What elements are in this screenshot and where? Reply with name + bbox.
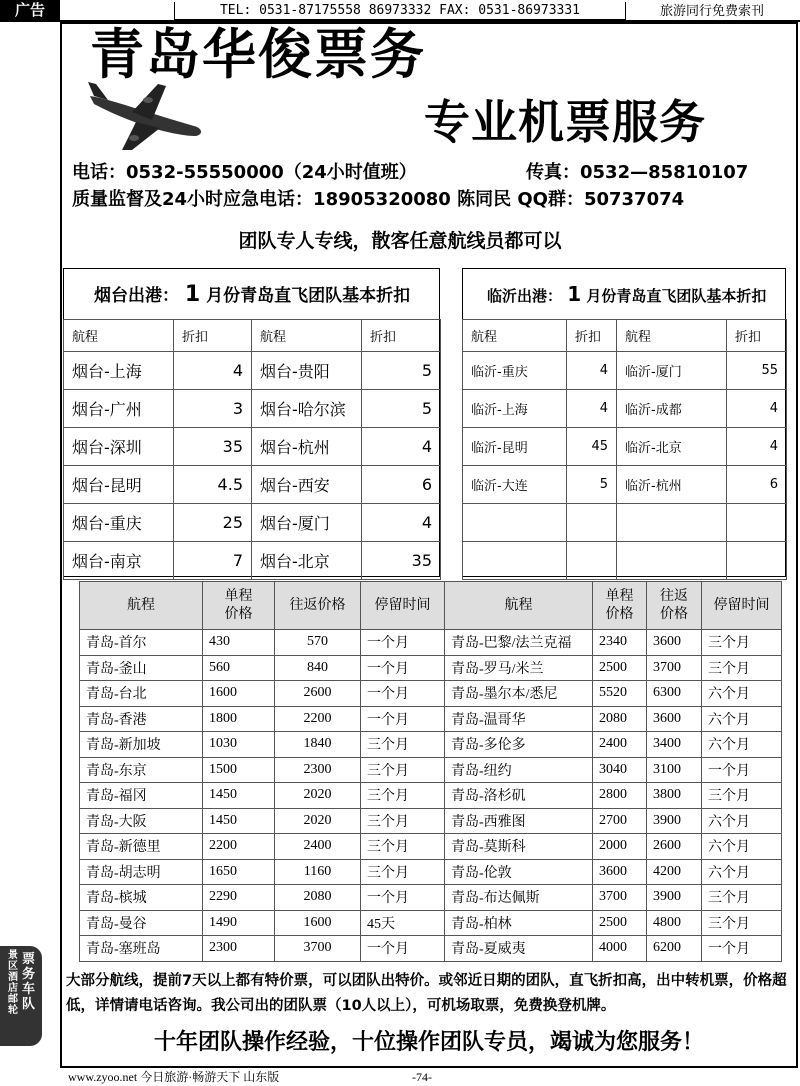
route-cell [463,542,567,580]
roundtrip-price-cell: 3100 [647,757,702,783]
stay-cell: 一个月 [361,885,445,911]
oneway-price-cell: 2800 [593,783,647,809]
linyi-title-suffix: 月份青岛直飞团队基本折扣 [586,287,767,305]
col-discount: 折扣 [362,320,441,352]
route-cell: 青岛-首尔 [80,630,203,656]
stay-cell: 一个月 [361,681,445,707]
col-route-right: 航程 [445,582,593,630]
oneway-price-cell: 1030 [203,732,275,758]
route-cell: 青岛-巴黎/法兰克福 [445,630,593,656]
discount-cell: 4 [362,504,441,542]
oneway-price-cell: 1490 [203,910,275,936]
col-route: 航程 [617,320,727,352]
oneway-price-cell: 5520 [593,681,647,707]
closing-slogan: 十年团队操作经验，十位操作团队专员，竭诚为您服务！ [153,1030,704,1055]
route-cell: 烟台-杭州 [252,428,362,466]
oneway-price-cell: 3600 [593,859,647,885]
oneway-price-cell: 4000 [593,936,647,962]
linyi-title-month: 1 [567,282,582,306]
route-cell: 青岛-胡志明 [80,859,203,885]
slogan: 团队专人专线，散客任意航线员都可以 [238,230,562,252]
roundtrip-price-cell: 570 [275,630,361,656]
table-row [463,542,787,580]
discount-cell: 4 [727,428,787,466]
table-row [80,859,782,885]
stay-cell: 三个月 [702,885,782,911]
fax-line: 传真：0532—85810107 [526,162,749,183]
roundtrip-price-cell: 3700 [647,655,702,681]
route-cell: 临沂-厦门 [617,352,727,390]
route-cell: 青岛-温哥华 [445,706,593,732]
discount-cell: 35 [362,542,441,580]
table-row [463,428,787,466]
roundtrip-price-cell: 2020 [275,783,361,809]
table-row [64,542,441,580]
table-row [80,808,782,834]
table-header-row [463,320,787,352]
col-roundtrip-right-line2: 价格 [660,606,688,622]
route-cell: 烟台-南京 [64,542,174,580]
roundtrip-price-cell: 840 [275,655,361,681]
roundtrip-price-cell: 3800 [647,783,702,809]
table-row [64,428,441,466]
oneway-price-cell: 3700 [593,885,647,911]
route-cell: 烟台-北京 [252,542,362,580]
discount-cell: 5 [362,352,441,390]
stay-cell: 六个月 [702,732,782,758]
table-row [80,706,782,732]
discount-cell: 4 [567,390,617,428]
contact-line: TEL: 0531-87175558 86973332 FAX: 0531-86973331 [174,2,626,20]
route-cell: 青岛-东京 [80,757,203,783]
stay-cell: 三个月 [702,910,782,936]
stay-cell: 一个月 [361,655,445,681]
discount-cell: 5 [362,390,441,428]
table-row [80,630,782,656]
col-route: 航程 [463,320,567,352]
col-oneway-right-line1: 单程 [605,588,634,604]
route-cell: 烟台-昆明 [64,466,174,504]
stay-cell: 三个月 [702,655,782,681]
route-cell: 青岛-新加坡 [80,732,203,758]
linyi-panel-title [487,283,785,307]
route-cell: 青岛-大阪 [80,808,203,834]
stay-cell: 六个月 [702,681,782,707]
stay-cell: 一个月 [361,630,445,656]
route-cell: 青岛-曼谷 [80,910,203,936]
stay-cell: 三个月 [702,783,782,809]
oneway-price-cell: 2290 [203,885,275,911]
discount-cell: 45 [567,428,617,466]
discount-cell: 35 [174,428,252,466]
hotline-line: 质量监督及24小时应急电话：18905320080 陈同民 QQ群：50737074 [72,189,685,210]
route-cell: 青岛-布达佩斯 [445,885,593,911]
international-fare-table [79,581,782,962]
route-cell: 临沂-杭州 [617,466,727,504]
oneway-price-cell: 1800 [203,706,275,732]
route-cell: 青岛-香港 [80,706,203,732]
oneway-price-cell: 2340 [593,630,647,656]
notice-text: 大部分航线，提前7天以上都有特价票，可以团队出特价。或邻近日期的团队，直飞折扣高，出中转机票，价格超低，详情请电话咨询。我公司出的团队票（10人以上），可机场取票，免费换登机牌。 [66,973,787,1014]
route-cell: 青岛-福冈 [80,783,203,809]
stay-cell: 三个月 [361,783,445,809]
col-route: 航程 [64,320,174,352]
table-row [64,504,441,542]
roundtrip-price-cell: 2080 [275,885,361,911]
col-roundtrip: 往返价格 [275,582,361,630]
publication-name: 旅游同行免费索刊 [660,3,765,18]
yantai-title-suffix: 月份青岛直飞团队基本折扣 [206,286,411,306]
stay-cell: 六个月 [702,808,782,834]
route-cell: 临沂-大连 [463,466,567,504]
discount-cell [567,542,617,580]
stay-cell: 一个月 [361,936,445,962]
stay-cell: 一个月 [702,936,782,962]
route-cell: 烟台-重庆 [64,504,174,542]
route-cell: 青岛-台北 [80,681,203,707]
table-row [80,936,782,962]
discount-cell: 25 [174,504,252,542]
discount-cell: 7 [174,542,252,580]
yantai-discount-table [63,319,441,580]
col-oneway-line1: 单程 [224,588,253,604]
oneway-price-cell: 2000 [593,834,647,860]
roundtrip-price-cell: 2020 [275,808,361,834]
phone-text: 电话：0532-55550000（24小时值班） [72,162,417,183]
route-cell [617,542,727,580]
oneway-price-cell: 2400 [593,732,647,758]
footer [60,1068,798,1086]
phone-line [72,161,417,185]
stay-cell: 一个月 [361,706,445,732]
discount-cell: 4.5 [174,466,252,504]
oneway-price-cell: 560 [203,655,275,681]
col-roundtrip-right [647,582,702,630]
route-cell: 烟台-哈尔滨 [252,390,362,428]
col-oneway [203,582,275,630]
route-cell: 临沂-昆明 [463,428,567,466]
discount-cell: 3 [174,390,252,428]
table-row [463,390,787,428]
stay-cell: 三个月 [361,834,445,860]
col-discount: 折扣 [174,320,252,352]
col-roundtrip-right-line1: 往返 [660,588,688,604]
route-cell: 烟台-西安 [252,466,362,504]
roundtrip-price-cell: 2200 [275,706,361,732]
side-tab-line2: 票务车队 [22,952,36,1012]
top-bar [0,0,800,22]
table-row [80,834,782,860]
route-cell: 烟台-贵阳 [252,352,362,390]
discount-cell: 4 [362,428,441,466]
oneway-price-cell: 2200 [203,834,275,860]
side-tab-line1: 景区酒店邮轮 [8,950,18,1016]
table-row [80,910,782,936]
discount-cell [727,504,787,542]
roundtrip-price-cell: 4200 [647,859,702,885]
service-title: 专业机票服务 [424,95,706,149]
roundtrip-price-cell: 1160 [275,859,361,885]
discount-cell: 4 [174,352,252,390]
route-cell: 青岛-西雅图 [445,808,593,834]
col-discount: 折扣 [567,320,617,352]
col-oneway-right-line2: 价格 [605,606,634,622]
table-row [463,466,787,504]
route-cell: 青岛-釜山 [80,655,203,681]
table-row [80,732,782,758]
oneway-price-cell: 1450 [203,808,275,834]
roundtrip-price-cell: 6300 [647,681,702,707]
discount-cell: 55 [727,352,787,390]
roundtrip-price-cell: 2600 [275,681,361,707]
table-row [463,352,787,390]
roundtrip-price-cell: 3600 [647,630,702,656]
stay-cell: 三个月 [361,859,445,885]
route-cell: 烟台-深圳 [64,428,174,466]
stay-cell: 一个月 [702,757,782,783]
table-row [80,757,782,783]
route-cell: 临沂-上海 [463,390,567,428]
table-row [80,783,782,809]
table-row [64,352,441,390]
roundtrip-price-cell: 3600 [647,706,702,732]
oneway-price-cell: 3040 [593,757,647,783]
route-cell: 烟台-广州 [64,390,174,428]
route-cell: 青岛-纽约 [445,757,593,783]
discount-cell: 4 [567,352,617,390]
route-cell: 青岛-新德里 [80,834,203,860]
ad-tag: 广告 [0,0,60,20]
roundtrip-price-cell: 2300 [275,757,361,783]
roundtrip-price-cell: 3400 [647,732,702,758]
discount-cell [567,504,617,542]
side-tab [0,946,42,1046]
route-cell [617,504,727,542]
col-stay-right: 停留时间 [702,582,782,630]
oneway-price-cell: 1500 [203,757,275,783]
stay-cell: 六个月 [702,859,782,885]
table-row [80,885,782,911]
roundtrip-price-cell: 1840 [275,732,361,758]
table-row [64,390,441,428]
oneway-price-cell: 1450 [203,783,275,809]
route-cell: 青岛-伦敦 [445,859,593,885]
col-route: 航程 [80,582,203,630]
table-row [80,655,782,681]
stay-cell: 三个月 [361,732,445,758]
stay-cell: 三个月 [361,808,445,834]
route-cell: 青岛-罗马/米兰 [445,655,593,681]
table-row [64,466,441,504]
roundtrip-price-cell: 1600 [275,910,361,936]
oneway-price-cell: 430 [203,630,275,656]
linyi-title-prefix: 临沂出港： [487,287,563,305]
col-route: 航程 [252,320,362,352]
route-cell: 青岛-莫斯科 [445,834,593,860]
table-row [463,504,787,542]
col-oneway-right [593,582,647,630]
roundtrip-price-cell: 4800 [647,910,702,936]
route-cell: 烟台-厦门 [252,504,362,542]
discount-cell [727,542,787,580]
table-row [80,681,782,707]
oneway-price-cell: 2080 [593,706,647,732]
route-cell: 临沂-成都 [617,390,727,428]
stay-cell: 六个月 [702,706,782,732]
stay-cell: 45天 [361,910,445,936]
col-stay: 停留时间 [361,582,445,630]
yantai-title-month: 1 [184,282,201,307]
route-cell: 青岛-塞班岛 [80,936,203,962]
oneway-price-cell: 1650 [203,859,275,885]
col-discount: 折扣 [727,320,787,352]
discount-cell: 4 [727,390,787,428]
roundtrip-price-cell: 3900 [647,808,702,834]
oneway-price-cell: 1600 [203,681,275,707]
stay-cell: 六个月 [702,834,782,860]
yantai-title-prefix: 烟台出港： [94,286,179,306]
route-cell: 青岛-墨尔本/悉尼 [445,681,593,707]
page-number: -74- [412,1070,432,1084]
oneway-price-cell: 2500 [593,910,647,936]
oneway-price-cell: 2500 [593,655,647,681]
route-cell: 青岛-多伦多 [445,732,593,758]
roundtrip-price-cell: 2400 [275,834,361,860]
route-cell: 青岛-柏林 [445,910,593,936]
stay-cell: 三个月 [702,630,782,656]
table-header-row [80,582,782,630]
route-cell: 青岛-槟城 [80,885,203,911]
airplane-icon [86,82,206,152]
stay-cell: 三个月 [361,757,445,783]
route-cell [463,504,567,542]
roundtrip-price-cell: 3900 [647,885,702,911]
company-name: 青岛华俊票务 [90,23,426,86]
route-cell: 烟台-上海 [64,352,174,390]
roundtrip-price-cell: 3700 [275,936,361,962]
route-cell: 临沂-重庆 [463,352,567,390]
route-cell: 青岛-洛杉矶 [445,783,593,809]
discount-cell: 6 [727,466,787,504]
discount-cell: 5 [567,466,617,504]
route-cell: 临沂-北京 [617,428,727,466]
oneway-price-cell: 2300 [203,936,275,962]
yantai-panel-title [94,283,439,308]
col-oneway-line2: 价格 [224,606,253,622]
footer-site: www.zyoo.net 今日旅游·畅游天下 山东版 [68,1070,280,1084]
table-header-row [64,320,441,352]
discount-cell: 6 [362,466,441,504]
linyi-discount-table [462,319,787,580]
fare-rows [80,630,782,962]
oneway-price-cell: 2700 [593,808,647,834]
route-cell: 青岛-夏威夷 [445,936,593,962]
roundtrip-price-cell: 6200 [647,936,702,962]
roundtrip-price-cell: 2600 [647,834,702,860]
